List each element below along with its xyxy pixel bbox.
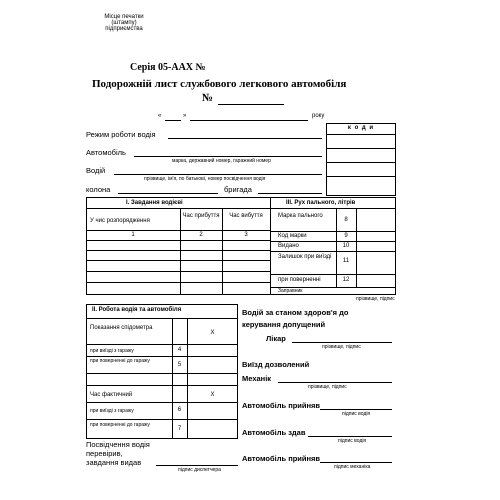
car-accepted-label: Автомобіль прийняв [242, 401, 321, 410]
fuel-num: 12 [342, 277, 350, 283]
work-x: Х [210, 330, 215, 336]
car-accepted2-hint: підпис механіка [334, 464, 371, 470]
work-num: 5 [177, 362, 182, 368]
driver-hint: прізвище, ім'я, по батькові, номер посвідчення водія [144, 176, 266, 182]
bottom-left-line3: завдання видав [86, 458, 142, 467]
stamp-line: (штампу) [111, 20, 137, 26]
codes-header: к о д и [347, 125, 375, 131]
work-row-exit-time: при виїзді з гаражу [90, 408, 134, 414]
brigade-label: бригада [224, 185, 252, 194]
page-title: Подорожній лист службового легкового автомобіля [92, 78, 347, 90]
car-accepted2-label: Автомобіль прийняв [242, 454, 321, 463]
fuel-row-code: Код марки [278, 233, 307, 239]
section1-title: І. Завдання водієві [126, 200, 183, 206]
fuel-num: 10 [342, 243, 350, 249]
work-row-return: при поверненні до гаражу [90, 358, 150, 364]
exit-allowed: Виїзд дозволений [242, 360, 310, 369]
date-quote-open: « [158, 113, 162, 119]
work-x: Х [210, 392, 215, 398]
mechanic-hint: прізвище, підпис [308, 384, 347, 390]
section2-title: ІІ. Робота водія та автомобіля [92, 307, 182, 313]
section1-num: 2 [199, 232, 203, 238]
work-num: 6 [177, 407, 182, 413]
fuel-row-return: при поверненні [278, 277, 321, 283]
brigade-line[interactable] [258, 193, 322, 194]
work-row-return-time: при поверненні до гаражу [90, 422, 150, 428]
fuel-row-refueler: Заправник [278, 288, 303, 294]
waybill-number-line[interactable] [218, 104, 284, 105]
health-line1: Водій за станом здоров'я до [242, 308, 349, 317]
dispatcher-hint: підпис диспетчера [178, 467, 221, 473]
car-given-label: Автомобіль здав [242, 428, 306, 437]
date-year-label: року [312, 113, 325, 119]
waybill-page [72, 0, 420, 500]
mechanic-signature-line[interactable] [278, 382, 392, 383]
car-given-hint: підпис водія [338, 438, 367, 444]
work-row-exit: при виїзді з гаражу [90, 348, 134, 354]
work-num: 7 [177, 426, 182, 432]
section1-num: 1 [131, 232, 135, 238]
bottom-left-line1: Посвідчення водія [86, 440, 150, 449]
date-month-line[interactable] [190, 120, 308, 121]
doctor-signature-line[interactable] [292, 342, 392, 343]
car-accepted-hint: підпис водія [342, 411, 371, 417]
work-num: 4 [177, 347, 182, 353]
fuel-row-issued: Видано [278, 243, 299, 249]
waybill-number-sign: № [202, 92, 214, 104]
dispatcher-signature-line[interactable] [156, 465, 238, 466]
driver-mode-label: Режим роботи водія [86, 130, 156, 139]
section3-title: ІІІ. Рух пального, літрів [286, 200, 356, 206]
work-row-speedometer: Показання спідометра [90, 325, 153, 331]
stamp-placeholder [94, 14, 154, 32]
stamp-line: Місце печатки [104, 14, 144, 20]
refueler-hint: прізвище, підпис [356, 296, 395, 302]
doctor-hint: прізвище, підпис [322, 344, 361, 350]
car-label: Автомобіль [86, 148, 126, 157]
driver-label: Водій [86, 166, 106, 175]
car-hint: марка, державний номер, гаражний номер [172, 158, 271, 164]
column-line[interactable] [118, 193, 218, 194]
fuel-row-remainder: Залишок при виїзді [278, 254, 332, 260]
mechanic-label: Механік [242, 374, 272, 383]
section1-col2: Час прибуття [182, 213, 220, 219]
fuel-num: 8 [344, 217, 348, 223]
date-day-line[interactable] [165, 120, 181, 121]
car-given-line[interactable] [308, 436, 392, 437]
fuel-num: 11 [342, 258, 350, 264]
car-line[interactable] [134, 156, 322, 157]
car-accepted-line[interactable] [320, 409, 392, 410]
fuel-row-brand: Марка пального [278, 213, 323, 219]
stamp-line: підприємства [105, 26, 143, 32]
fuel-num: 9 [344, 233, 348, 239]
bottom-left-line2: перевірив, [86, 449, 123, 458]
section1-col3: Час вибуття [229, 213, 263, 219]
driver-line[interactable] [114, 174, 322, 175]
column-label: колона [86, 185, 111, 194]
section1-num: 3 [244, 232, 248, 238]
driver-mode-line[interactable] [168, 138, 322, 139]
doctor-label: Лікар [266, 334, 286, 343]
work-row-time: Час фактичний [90, 392, 133, 398]
section1-col1: У чис розпорядження [90, 218, 150, 224]
series-number: Серія 05-ААХ № [130, 62, 206, 73]
date-quote-close: » [183, 113, 187, 119]
car-accepted2-line[interactable] [320, 462, 392, 463]
health-line2: керування допущений [242, 320, 326, 329]
